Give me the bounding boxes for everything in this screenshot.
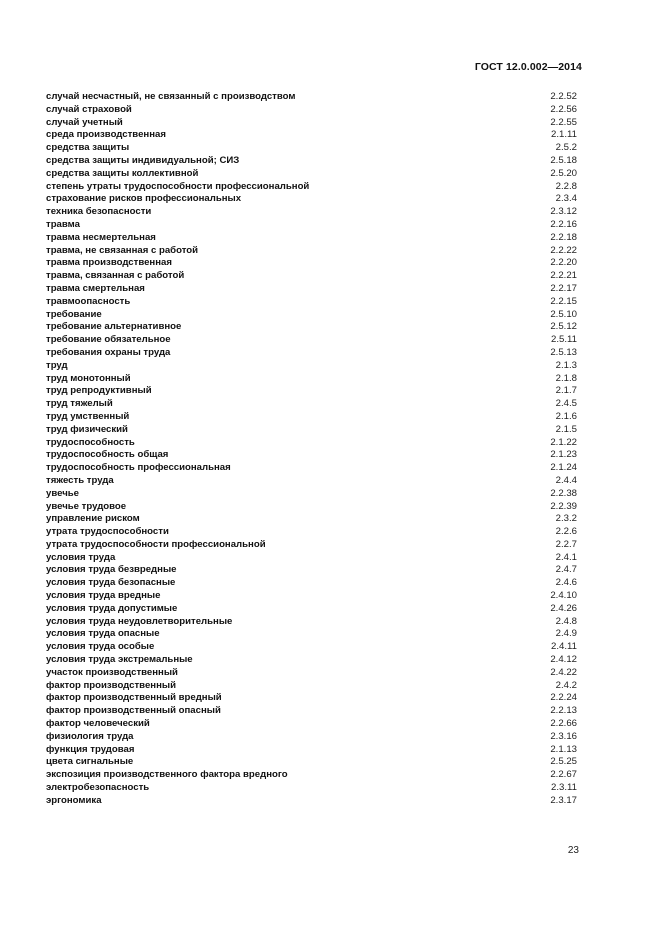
index-reference: 2.2.39 xyxy=(550,500,577,512)
index-term: управление риском xyxy=(46,513,140,525)
index-term: условия труда безопасные xyxy=(46,577,176,589)
index-reference: 2.1.5 xyxy=(555,423,577,435)
index-entry xyxy=(46,705,577,718)
index-entry xyxy=(46,692,577,705)
index-reference: 2.5.12 xyxy=(550,321,577,333)
index-term: физиология труда xyxy=(46,730,134,742)
index-entry xyxy=(46,360,577,373)
index-term: страхование рисков профессиональных xyxy=(46,193,242,205)
index-entry xyxy=(46,206,577,219)
index-entry xyxy=(46,104,577,117)
index-reference: 2.2.52 xyxy=(550,91,577,102)
index-reference: 2.5.10 xyxy=(550,308,577,320)
index-term: цвета сигнальные xyxy=(46,756,134,768)
index-term: случай учетный xyxy=(46,116,123,128)
index-entry xyxy=(46,155,577,168)
index-reference: 2.4.1 xyxy=(555,551,577,563)
index-reference: 2.3.16 xyxy=(550,730,577,742)
index-entry xyxy=(46,756,577,769)
term-index-list xyxy=(46,91,577,808)
index-term: среда производственная xyxy=(46,129,166,141)
index-reference: 2.2.13 xyxy=(550,705,577,717)
index-entry xyxy=(46,616,577,629)
index-reference: 2.2.66 xyxy=(550,718,577,730)
index-reference: 2.5.20 xyxy=(550,167,577,179)
index-term: травма несмертельная xyxy=(46,231,156,243)
index-term: фактор человеческий xyxy=(46,718,150,730)
index-entry xyxy=(46,628,577,641)
index-entry xyxy=(46,321,577,334)
index-reference: 2.2.22 xyxy=(550,244,577,256)
index-term: утрата трудоспособности профессиональной xyxy=(46,538,266,550)
index-entry xyxy=(46,731,577,744)
index-term: условия труда экстремальные xyxy=(46,654,193,666)
index-term: средства защиты xyxy=(46,142,130,154)
index-reference: 2.1.24 xyxy=(550,462,577,474)
index-term: требование альтернативное xyxy=(46,321,182,333)
index-reference: 2.2.21 xyxy=(550,270,577,282)
index-term: утрата трудоспособности xyxy=(46,526,169,538)
index-entry xyxy=(46,91,577,104)
index-entry xyxy=(46,590,577,603)
index-term: трудоспособность xyxy=(46,436,135,448)
index-reference: 2.3.11 xyxy=(551,782,577,794)
index-reference: 2.2.17 xyxy=(550,282,577,294)
page-number: 23 xyxy=(567,845,579,856)
index-entry xyxy=(46,142,577,155)
index-entry xyxy=(46,245,577,258)
index-term: труд тяжелый xyxy=(46,398,113,410)
index-entry xyxy=(46,334,577,347)
index-entry xyxy=(46,718,577,731)
index-term: трудоспособность общая xyxy=(46,449,169,461)
index-term: травма, не связанная с работой xyxy=(46,244,199,256)
index-entry xyxy=(46,667,577,680)
index-reference: 2.2.20 xyxy=(550,257,577,269)
index-term: условия труда xyxy=(46,551,116,563)
index-entry xyxy=(46,129,577,142)
index-reference: 2.4.11 xyxy=(551,641,577,653)
index-term: травма смертельная xyxy=(46,282,145,294)
index-reference: 2.1.22 xyxy=(550,436,577,448)
index-reference: 2.4.10 xyxy=(550,590,577,602)
index-term: эргономика xyxy=(46,794,102,806)
index-term: труд репродуктивный xyxy=(46,385,152,397)
index-reference: 2.2.24 xyxy=(550,692,577,704)
index-entry xyxy=(46,168,577,181)
index-term: требование обязательное xyxy=(46,334,171,346)
index-term: труд физический xyxy=(46,423,128,435)
index-reference: 2.3.17 xyxy=(550,794,577,806)
index-reference: 2.2.55 xyxy=(550,116,577,128)
index-reference: 2.1.3 xyxy=(555,359,577,371)
index-term: труд умственный xyxy=(46,410,130,422)
index-entry xyxy=(46,539,577,552)
index-reference: 2.4.4 xyxy=(555,474,577,486)
index-term: условия труда допустимые xyxy=(46,602,178,614)
index-entry xyxy=(46,552,577,565)
index-entry xyxy=(46,769,577,782)
document-code: ГОСТ 12.0.002—2014 xyxy=(474,61,582,73)
index-reference: 2.2.16 xyxy=(550,218,577,230)
index-entry xyxy=(46,232,577,245)
index-reference: 2.4.7 xyxy=(555,564,577,576)
index-reference: 2.3.4 xyxy=(555,193,577,205)
index-entry xyxy=(46,795,577,808)
index-term: условия труда опасные xyxy=(46,628,160,640)
index-term: фактор производственный вредный xyxy=(46,692,222,704)
index-entry xyxy=(46,449,577,462)
index-entry xyxy=(46,193,577,206)
index-entry xyxy=(46,501,577,514)
index-term: случай страховой xyxy=(46,103,132,115)
index-term: случай несчастный, не связанный с производством xyxy=(46,91,296,102)
index-term: травма производственная xyxy=(46,257,172,269)
index-reference: 2.5.13 xyxy=(550,346,577,358)
index-term: травма xyxy=(46,218,80,230)
index-reference: 2.3.12 xyxy=(550,206,577,218)
index-term: требования охраны труда xyxy=(46,346,171,358)
index-entry xyxy=(46,283,577,296)
index-term: травма, связанная с работой xyxy=(46,270,185,282)
index-reference: 2.5.18 xyxy=(550,154,577,166)
index-reference: 2.4.12 xyxy=(550,654,577,666)
index-reference: 2.1.6 xyxy=(555,410,577,422)
index-entry xyxy=(46,398,577,411)
index-term: условия труда безвредные xyxy=(46,564,177,576)
index-term: условия труда неудовлетворительные xyxy=(46,615,233,627)
index-reference: 2.3.2 xyxy=(555,513,577,525)
index-reference: 2.1.23 xyxy=(550,449,577,461)
index-term: средства защиты коллективной xyxy=(46,167,199,179)
index-entry xyxy=(46,744,577,757)
index-reference: 2.5.11 xyxy=(551,334,577,346)
index-term: труд монотонный xyxy=(46,372,131,384)
index-reference: 2.2.8 xyxy=(555,180,577,192)
index-entry xyxy=(46,385,577,398)
index-entry xyxy=(46,475,577,488)
index-entry xyxy=(46,373,577,386)
index-term: трудоспособность профессиональная xyxy=(46,462,231,474)
index-term: электробезопасность xyxy=(46,782,150,794)
index-entry xyxy=(46,270,577,283)
index-reference: 2.1.11 xyxy=(551,129,577,141)
index-entry xyxy=(46,462,577,475)
index-entry xyxy=(46,564,577,577)
index-term: увечье xyxy=(46,487,80,499)
index-term: средства защиты индивидуальной; СИЗ xyxy=(46,154,240,166)
index-entry xyxy=(46,488,577,501)
index-reference: 2.2.38 xyxy=(550,487,577,499)
index-entry xyxy=(46,680,577,693)
index-entry xyxy=(46,257,577,270)
index-reference: 2.4.2 xyxy=(555,679,577,691)
index-reference: 2.4.5 xyxy=(555,398,577,410)
index-reference: 2.5.25 xyxy=(550,756,577,768)
index-reference: 2.2.67 xyxy=(550,769,577,781)
index-entry xyxy=(46,603,577,616)
index-entry xyxy=(46,577,577,590)
index-reference: 2.2.56 xyxy=(550,103,577,115)
index-entry xyxy=(46,782,577,795)
index-reference: 2.1.7 xyxy=(555,385,577,397)
index-reference: 2.4.26 xyxy=(550,602,577,614)
index-entry xyxy=(46,437,577,450)
index-term: экспозиция производственного фактора вредного xyxy=(46,769,288,781)
index-term: условия труда вредные xyxy=(46,590,161,602)
index-term: фактор производственный xyxy=(46,679,176,691)
index-term: техника безопасности xyxy=(46,206,152,218)
index-reference: 2.4.8 xyxy=(555,615,577,627)
index-reference: 2.1.13 xyxy=(550,743,577,755)
index-reference: 2.2.18 xyxy=(550,231,577,243)
index-term: травмоопасность xyxy=(46,295,131,307)
index-reference: 2.4.22 xyxy=(550,666,577,678)
index-reference: 2.4.9 xyxy=(555,628,577,640)
index-entry xyxy=(46,181,577,194)
index-entry xyxy=(46,411,577,424)
index-entry xyxy=(46,117,577,130)
index-entry xyxy=(46,526,577,539)
index-term: тяжесть труда xyxy=(46,474,114,486)
index-term: условия труда особые xyxy=(46,641,155,653)
index-term: фактор производственный опасный xyxy=(46,705,221,717)
index-reference: 2.2.7 xyxy=(555,538,577,550)
index-reference: 2.5.2 xyxy=(555,142,577,154)
index-term: труд xyxy=(46,359,68,371)
index-term: увечье трудовое xyxy=(46,500,127,512)
index-entry xyxy=(46,654,577,667)
index-entry xyxy=(46,296,577,309)
index-reference: 2.1.8 xyxy=(555,372,577,384)
index-reference: 2.4.6 xyxy=(555,577,577,589)
index-entry xyxy=(46,641,577,654)
index-entry xyxy=(46,513,577,526)
index-reference: 2.2.15 xyxy=(550,295,577,307)
index-term: участок производственный xyxy=(46,666,178,678)
index-term: требование xyxy=(46,308,102,320)
index-entry xyxy=(46,219,577,232)
index-term: функция трудовая xyxy=(46,743,135,755)
index-term: степень утраты трудоспособности профессиональной xyxy=(46,180,310,192)
index-entry xyxy=(46,347,577,360)
index-reference: 2.2.6 xyxy=(555,526,577,538)
index-entry xyxy=(46,424,577,437)
index-entry xyxy=(46,309,577,322)
